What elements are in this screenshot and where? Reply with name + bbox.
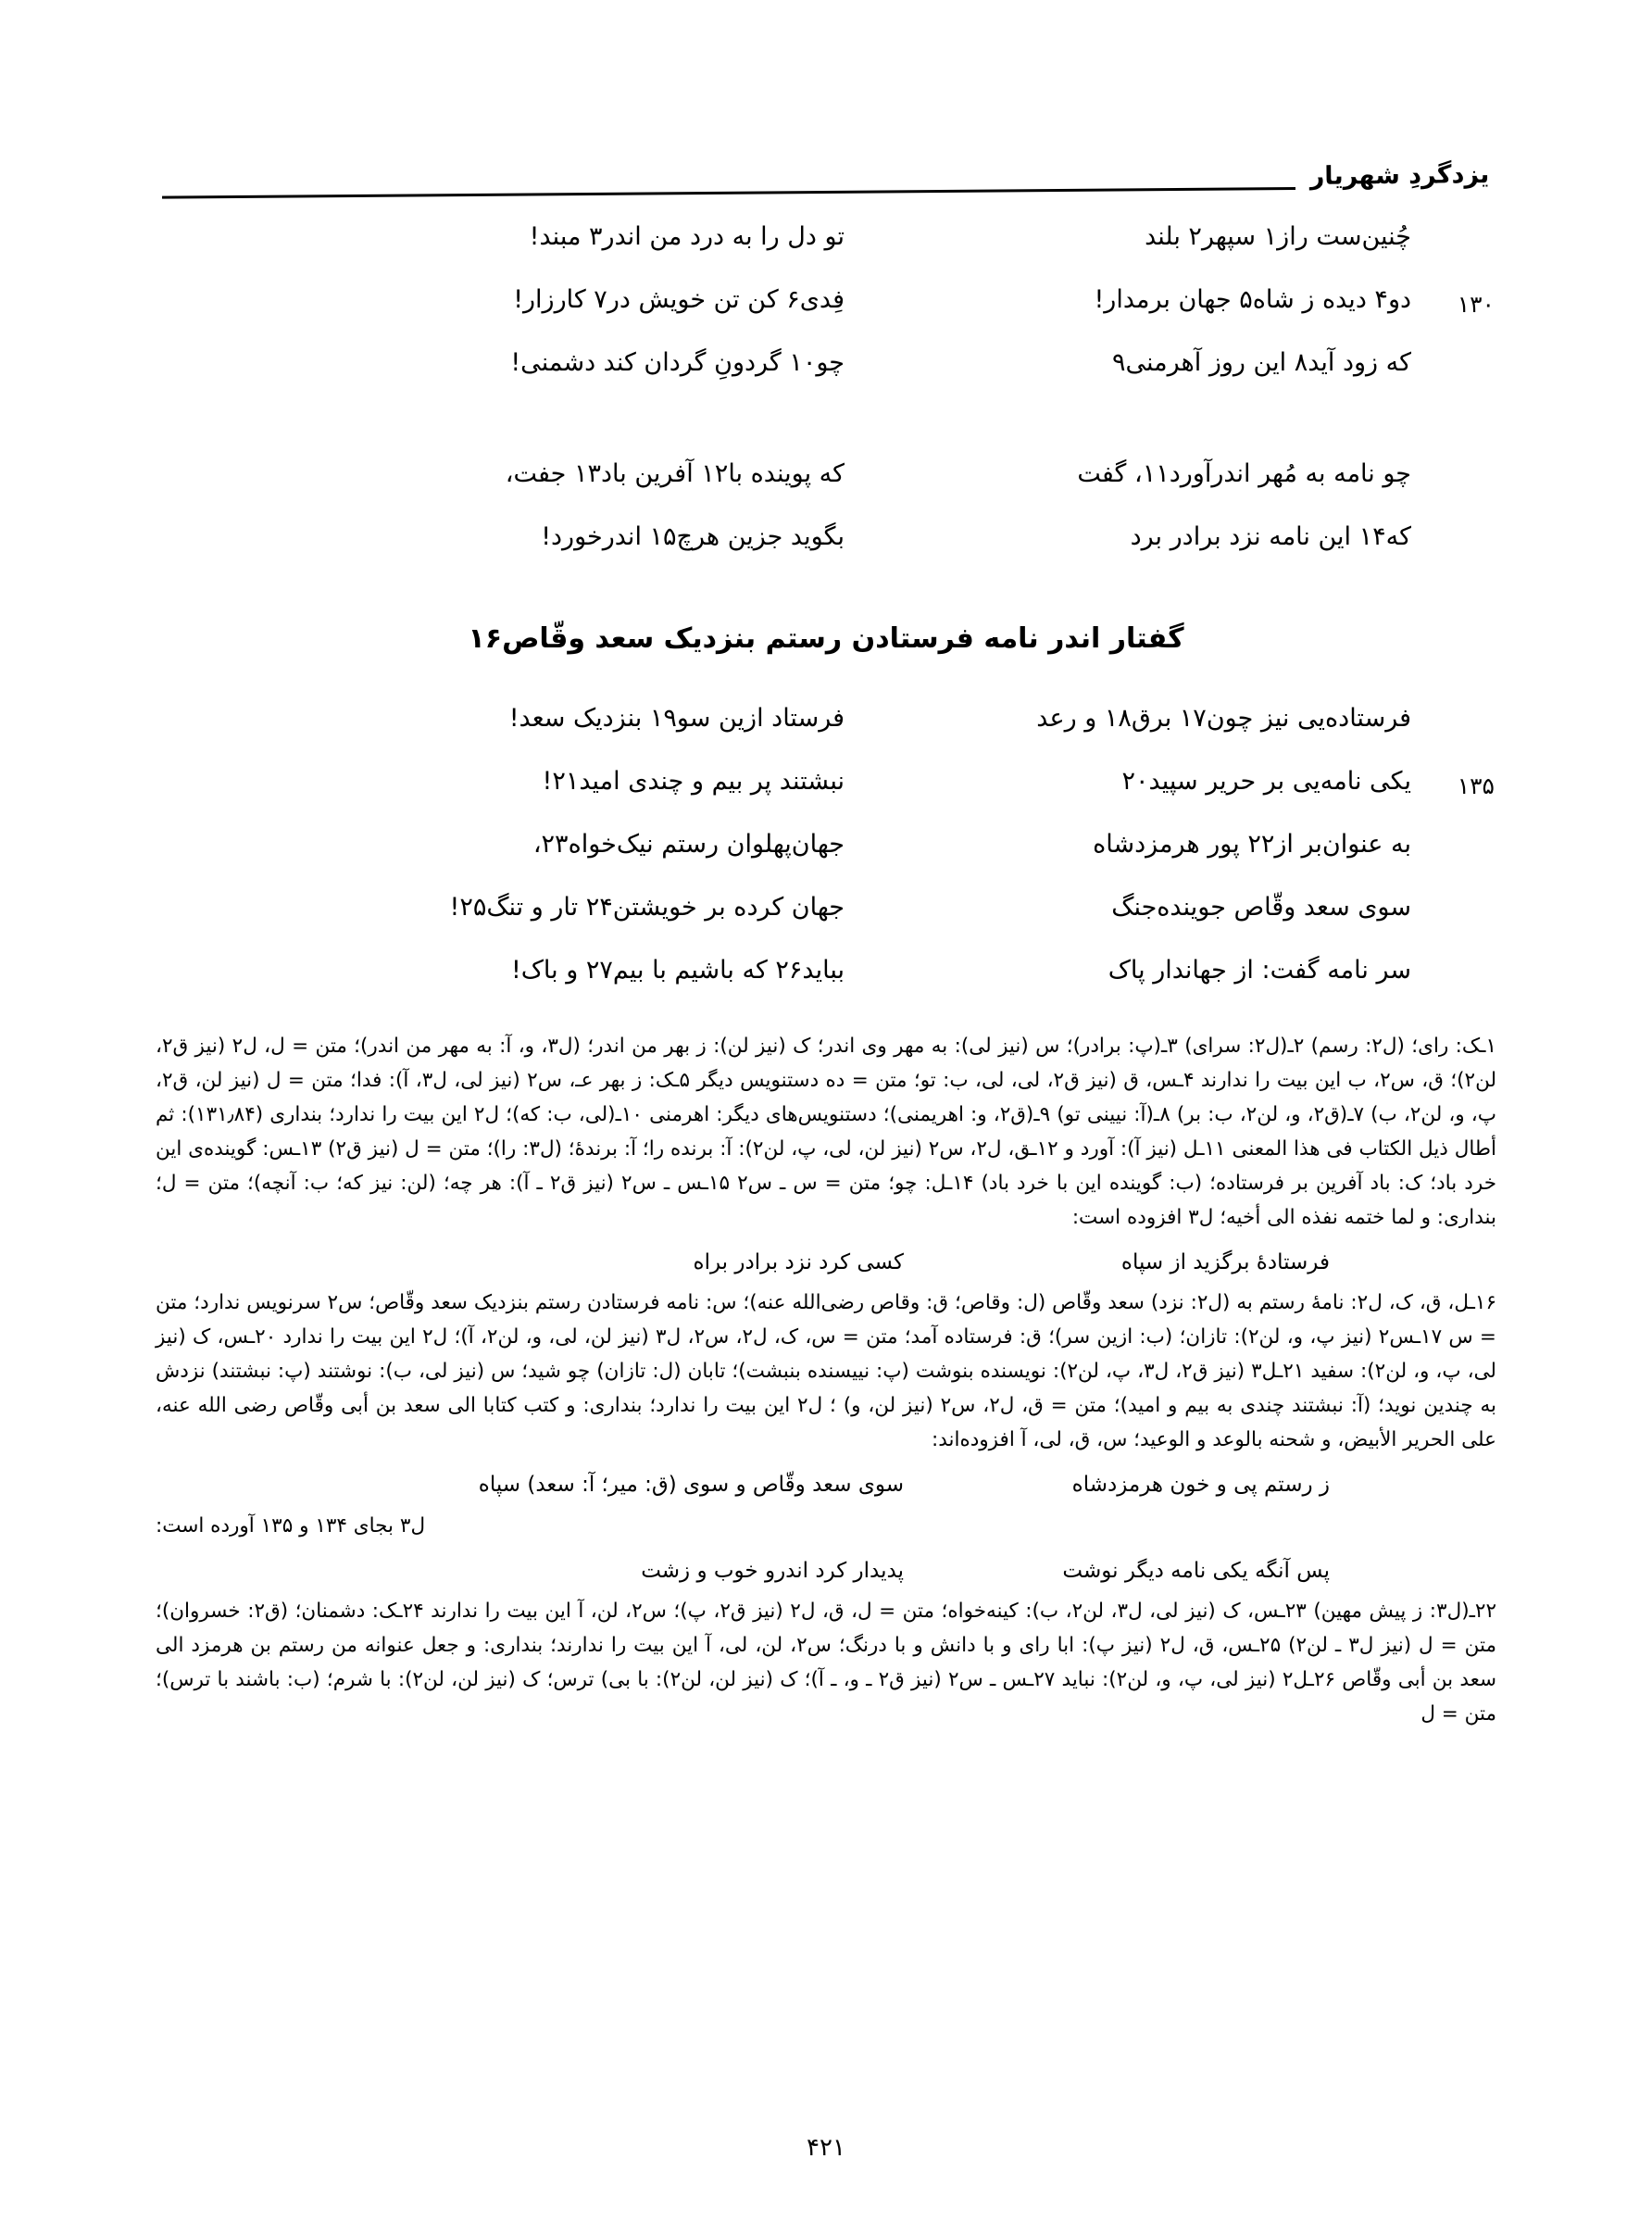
couplet-block-2 (157, 459, 1495, 585)
hemistich-left: فرستاد ازین سو۱۹ بنزدیک سعد! (508, 704, 845, 733)
couplet (157, 222, 1495, 285)
inset-hemistich-right: پس آنگه یکی نامه دیگر نوشت (1062, 1558, 1330, 1583)
couplet-block-1 (157, 222, 1495, 411)
running-head-inner (162, 162, 1490, 195)
couplet (157, 704, 1495, 767)
inset-hemistich-left: سوی سعد وقّاص و سوی (ق: میر؛ آ: سعد) سپاه (478, 1473, 904, 1498)
couplet-block-3 (157, 704, 1495, 1019)
couplet (157, 348, 1495, 411)
line-number: ۱۳۵ (1457, 772, 1495, 799)
inset-hemistich-right: ز رستم پی و خون هرمزدشاه (1071, 1473, 1330, 1498)
apparatus-paragraph: ۲۲ـ(ل۳: ز پیش مهین) ۲۳ـس، ک (نیز لی، ل۳، لن۲، ب): کینه‌خواه؛ متن = ل، ق، ل۲ (نیز ق۲، پ)؛ س۲، لن، آ این بیت را ندارند ۲۴ـک: دشمنان؛ (ق۲: خسروان)؛ متن = ل (نیز ل۳ ـ لن۲) ۲۵ـس، ق، ل۲ (نیز پ): ابا رای و با دانش و با درنگ؛ س۲، لن، لی، آ این بیت را ندارند؛ بنداری: و جعل عنوانه من رستم بن هرمزد الی سعد بن أبی وقّاص ۲۶ـل۲ (نیز لی، پ، و، لن۲): نباید ۲۷ـس ـ س۲ (نیز ق۲ ـ و، ـ آ)؛ ک (نیز لن، لن۲): با بی) ترس؛ ک (نیز لن، لن۲): با شرم؛ (ب: باشند با ترس)؛ متن = ل (156, 1600, 1496, 1726)
apparatus-paragraph: ل۳ بجای ۱۳۴ و ۱۳۵ آورده است: (156, 1513, 426, 1537)
hemistich-right: که زود آید۸ این روز آهرمنی۹ (1111, 348, 1411, 377)
couplet (157, 522, 1495, 585)
section-heading: گفتار اندر نامه فرستادن رستم بنزدیک سعد وقّاص۱۶ (468, 622, 1184, 655)
couplet (157, 459, 1495, 522)
hemistich-right: که۱۴ این نامه نزد برادر برد (1130, 522, 1411, 551)
hemistich-right: دو۴ دیده ز شاه۵ جهان برمدار! (1094, 285, 1411, 314)
couplet (157, 830, 1495, 893)
apparatus-paragraph: ۱۶ـل، ق، ک، ل۲: نامهٔ رستم به (ل۲: نزد) سعد وقّاص (ل: وقاص؛ ق: وقاص رضی‌الله عنه)؛ س: نامه فرستادن رستم بنزدیک سعد وقّاص؛ س۲ سرنویس ندارد؛ متن = س ۱۷ـس۲ (نیز پ، و، لن۲): تازان؛ (ب: ازین سر)؛ ق: فرستاده آمد؛ متن = س، ک، ل۲، س۲، ل۳ (نیز لن، لی، و، لن۲، آ)؛ ل۲ این بیت را ندارد ۲۰ـس، ک (نیز لی، پ، و، لن۲): سفید ۲۱ـل۳ (نیز ق۲، ل۳، پ، لن۲): نویسنده بنوشت (پ: نییسنده بنبشت)؛ تابان (ل: تازان) چو شید؛ س (نیز لی، ب): نوشتند (پ: نبشتند) نزدش به چندین نوید؛ (آ: نبشتند چندی به بیم و امید)؛ متن = ق، ل۲، س۲ (نیز لن، و) ؛ ل۲ این بیت را ندارد؛ بنداری: و کتب کتابا الی سعد بن أبی وقّاص رضی الله عنه، علی الحریر الأبیض، و شحنه بالوعد و الوعید؛ س، ق، لی، آ افزوده‌اند: (156, 1291, 1497, 1452)
hemistich-right: چُنین‌ست راز۱ سپهر۲ بلند (1145, 222, 1411, 251)
couplet (157, 956, 1495, 1019)
apparatus-inset-verse (156, 1245, 1496, 1282)
page-number: ۴۲۱ (807, 2134, 845, 2162)
hemistich-left: که پوینده با۱۲ آفرین باد۱۳ جفت، (505, 459, 845, 488)
inset-hemistich-left: پدیدار کرد اندرو خوب و زشت (641, 1558, 904, 1583)
verse-area-bottom (157, 704, 1495, 1019)
hemistich-left: چو۱۰ گردونِ گردان کند دشمنی! (510, 348, 845, 377)
inset-hemistich-left: کسی کرد نزد برادر براه (693, 1249, 904, 1274)
verse-area-top (157, 222, 1495, 585)
line-number: ۱۳۰ (1457, 291, 1495, 318)
couplet (157, 285, 1495, 348)
couplet (157, 893, 1495, 956)
hemistich-left: بگوید جزین هرچ۱۵ اندرخورد! (541, 522, 845, 551)
hemistich-right: چو نامه به مُهر اندرآورد۱۱، گفت (1077, 459, 1411, 488)
hemistich-left: جهان کرده بر خویشتن۲۴ تار و تنگ۲۵! (449, 893, 845, 922)
hemistich-right: یکی نامه‌یی بر حریر سپید۲۰ (1121, 767, 1411, 796)
hemistich-right: فرستاده‌یی نیز چون۱۷ برق۱۸ و رعد (1036, 704, 1411, 733)
apparatus-paragraph: ۱ـک: رای؛ (ل۲: رسم) ۲ـ(ل۲: سرای) ۳ـ(پ: برادر)؛ س (نیز لی): به مهر وی اندر؛ ک (نیز لن): ز بهر من اندر؛ (ل۳، و، آ: به مهر من اندر)؛ متن = ل، ل۲ (نیز ق۲، لن۲)؛ ق، س۲، ب این بیت را ندارند ۴ـس، ق (نیز ق۲، لی، لی، ب: تو؛ متن = ده دستنویس دیگر ۵ـک: ز بهر عـ، س۲ (نیز لی، ل۳، آ): فدا؛ متن = ل (نیز لن، ق۲، پ، و، لن۲، ب) ۷ـ(ق۲، و، لن۲، ب: بر) ۸ـ(آ: نیینی تو) ۹ـ(ق۲، و: اهریمنی)؛ دستنویس‌های دیگر: اهرمنی ۱۰ـ(لی، ب: که)؛ ل۲ این بیت را ندارد؛ بنداری (۱۳۱٫۸۴): ثم أطال ذیل الکتاب فی هذا المعنی ۱۱ـل (نیز آ): آورد و ۱۲ـق، ل۲، س۲ (نیز لن، لی، پ، لن۲): آ: برنده را؛ آ: برندهٔ؛ (ل۳: را)؛ متن = ل (نیز ق۲) ۱۳ـس: گوینده‌ی این خرد باد؛ ک: باد آفرین بر فرستاده؛ (ب: گوینده این با خرد باد) ۱۴ـل: چو؛ متن = س ـ س۲ ۱۵ـس ـ س۲ (نیز ق۲ ـ آ): هر چه؛ (لن: نیز که؛ ب: آنچه)؛ متن = ل؛ بنداری: و لما ختمه نفذه الی أخیه؛ ل۳ افزوده است: (156, 1035, 1497, 1229)
critical-apparatus (156, 1030, 1496, 1732)
header-rule (162, 187, 1295, 198)
inset-hemistich-right: فرستادهٔ برگزید از سپاه (1120, 1249, 1330, 1274)
couplet (157, 767, 1495, 830)
hemistich-left: جهان‌پهلوان رستم نیک‌خواه۲۳، (532, 830, 845, 859)
apparatus-inset-verse (156, 1553, 1496, 1590)
running-head-title: یزدگردِ شهریار (1310, 160, 1490, 191)
hemistich-left: فِدی۶ کن تن خویش در۷ کارزار! (513, 285, 845, 314)
hemistich-right: سر نامه گفت: از جهاندار پاک (1108, 956, 1411, 985)
hemistich-right: به عنوان‌بر از۲۲ پور هرمزدشاه (1093, 830, 1411, 859)
hemistich-left: نبشتند پر بیم و چندی امید۲۱! (542, 767, 845, 796)
hemistich-right: سوی سعد وقّاص جوینده‌جنگ (1111, 893, 1411, 922)
running-head (0, 139, 1652, 195)
apparatus-inset-verse (156, 1467, 1496, 1504)
hemistich-left: تو دل را به درد من اندر۳ مبند! (529, 222, 845, 251)
hemistich-left: بباید۲۶ که باشیم با بیم۲۷ و باک! (510, 956, 845, 985)
